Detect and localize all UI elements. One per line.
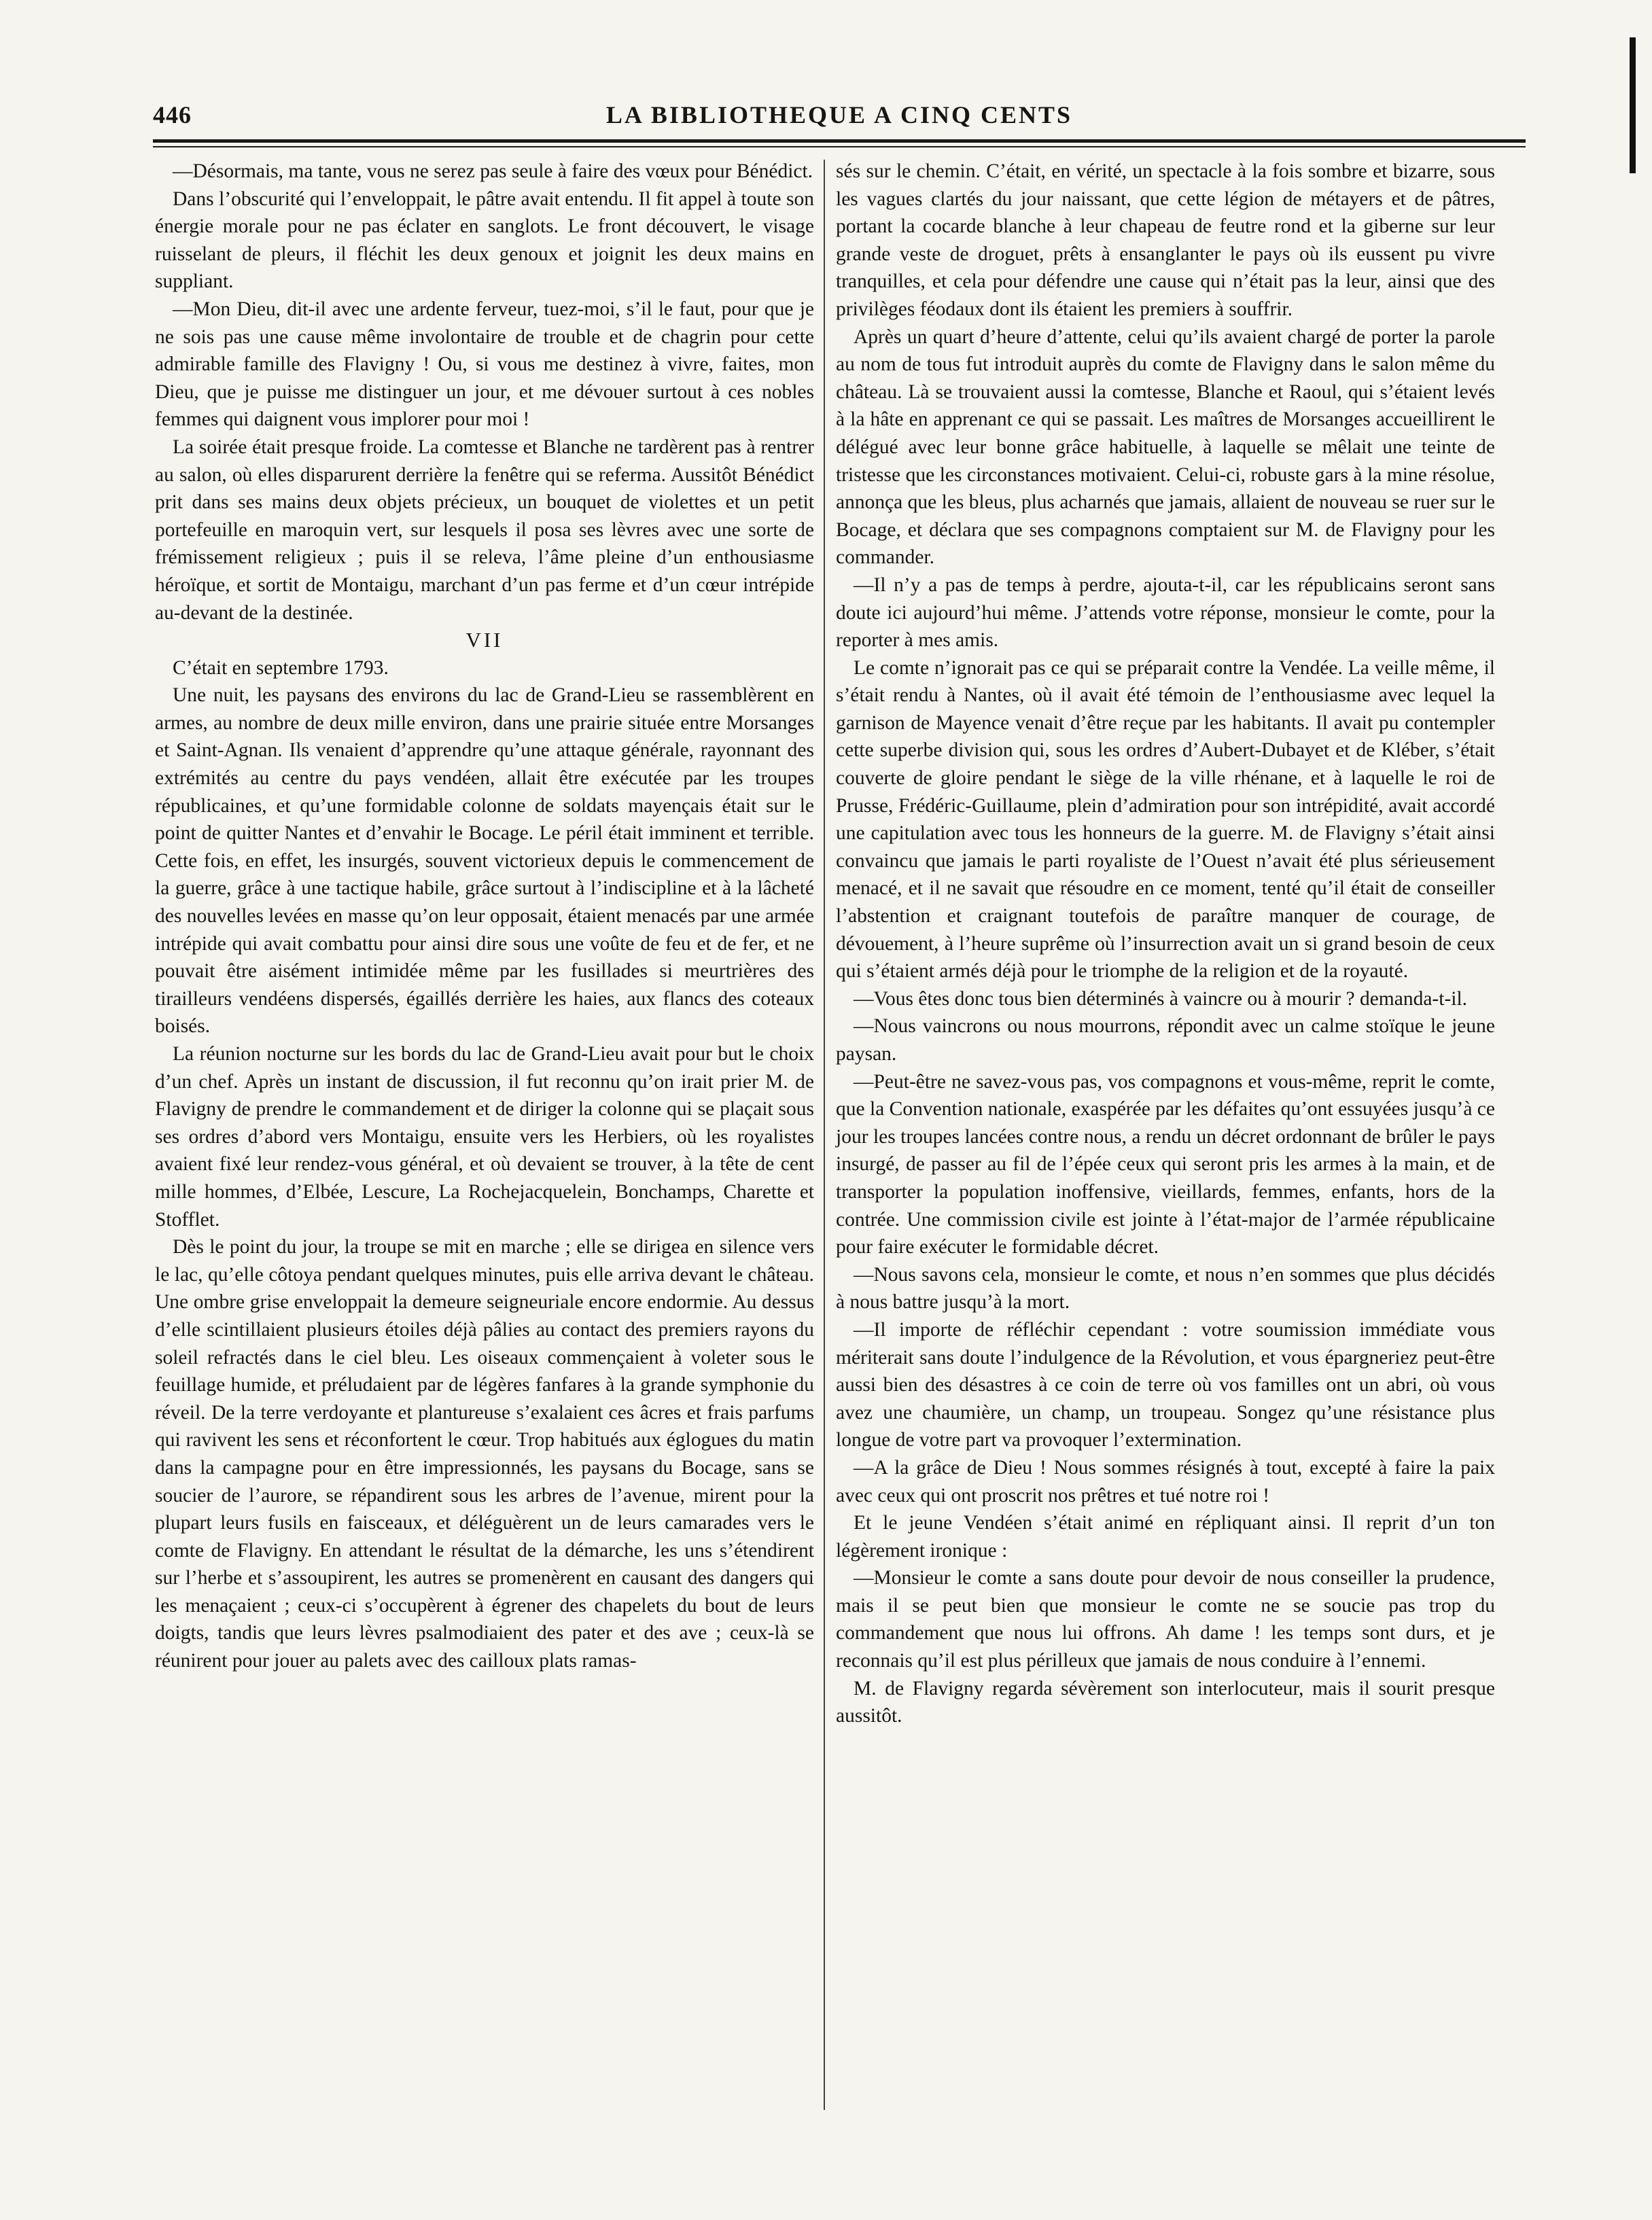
- paragraph: —Désormais, ma tante, vous ne serez pas seule à faire des vœux pour Bénédict.: [173, 160, 813, 182]
- running-title: LA BIBLIOTHEQUE A CINQ CENTS: [605, 101, 1073, 128]
- page-edge-mark: [1630, 37, 1636, 173]
- dialogue-line: —Monsieur le comte a sans doute pour devoir de nous conseiller la prudence, mais il se peut bien que monsieur le comte ne se soucie pas trop du commandement que nous lui offrons. Ah dame ! les temps sont durs, et je reconnais qu’il est plus périlleux que jamais de nous conduire à l’ennemi.: [836, 1567, 1495, 1672]
- dialogue-line: —Il importe de réfléchir cependant : votre soumission immédiate vous mériterait sans doute l’indulgence de la Révolution, et vous épargneriez peut-être aussi bien des désastres à ce coin de terre où vos familles ont un abri, où vous avez une chaumière, un champ, un troupeau. Songez qu’une résistance plus longue de votre part va provoquer l’extermination.: [836, 1318, 1495, 1451]
- left-column: [155, 158, 814, 1675]
- dialogue-line: —Nous savons cela, monsieur le comte, et nous n’en sommes que plus décidés à nous battre jusqu’à la mort.: [836, 1263, 1495, 1314]
- paragraph: Une nuit, les paysans des environs du lac de Grand-Lieu se rassemblèrent en armes, au nombre de deux mille environ, dans une prairie située entre Morsanges et Saint-Agnan. Ils venaient d’apprendre qu’une attaque générale, rayonnant des extrémités au centre du pays vendéen, allait être exécutée par les troupes républicaines, et qu’une formidable colonne de soldats mayençais était sur le point de quitter Nantes et d’envahir le Bocage. Le péril était imminent et terrible. Cette fois, en effet, les insurgés, souvent victorieux depuis le commencement de la guerre, grâce à une tactique habile, grâce surtout à l’indiscipline et à la lâcheté des nouvelles levées en masse qu’on leur opposait, étaient menacés par une armée intrépide qui avait combattu pour ainsi dire sous une voûte de feu et de fer, et ne pouvait être aisément intimidée même par les fusillades si meurtrières des tirailleurs vendéens dispersés, égaillés derrière les haies, aux flancs des coteaux boisés.: [155, 684, 814, 1038]
- page-header: [153, 95, 1526, 135]
- paragraph: Après un quart d’heure d’attente, celui qu’ils avaient chargé de porter la parole au nom de tous fut introduit auprès du comte de Flavigny dans le salon même du château. Là se trouvaient aussi la comtesse, Blanche et Raoul, qui s’étaient levés à la hâte en apprenant ce qui se passait. Les maîtres de Morsanges accueillirent le délégué avec leur bonne grâce habituelle, à laquelle se mêlait une teinte de tristesse que les circonstances motivaient. Celui-ci, robuste gars à la mine résolue, annonça que les bleus, plus acharnés que jamais, allaient de nouveau se ruer sur le Bocage, et déclara que ses compagnons comptaient sur M. de Flavigny pour les commander.: [836, 325, 1495, 569]
- date-line: C’était en septembre 1793.: [173, 656, 389, 679]
- dialogue-line: —Peut-être ne savez-vous pas, vos compagnons et vous-même, reprit le comte, que la Convention nationale, exaspérée par les défaites qu’ont essuyées jusqu’à ce jour les troupes lancées contre nous, a rendu un décret ordonnant de brûler le pays insurgé, de passer au fil de l’épée ceux qui seront pris les armes à la main, et de transporter la population inoffensive, vieillards, femmes, enfants, hors de la contrée. Une commission civile est jointe à l’état-major de l’armée républicaine pour faire exécuter le formidable décret.: [836, 1070, 1495, 1258]
- paragraph: Dès le point du jour, la troupe se mit en marche ; elle se dirigea en silence vers le lac, qu’elle côtoya pendant quelques minutes, puis elle arriva devant le château. Une ombre grise enveloppait la demeure seigneuriale encore endormie. Au dessus d’elle scintillaient plusieurs étoiles déjà pâlies au contact des premiers rayons du soleil refractés dans le ciel bleu. Les oiseaux commençaient à voleter sous le feuillage humide, et préludaient par de légères fanfares à la grande symphonie du réveil. De la terre verdoyante et plantureuse s’exalaient ces âcres et frais parfums qui ravivent les sens et réconfortent le cœur. Trop habitués aux églogues du matin dans la campagne pour en être impressionnés, les paysans du Bocage, sans se soucier de l’aurore, se répandirent sous les arbres de l’avenue, mirent pour la plupart leurs fusils en faisceaux, et déléguèrent un de leurs camarades vers le comte de Flavigny. En attendant le résultat de la démarche, les uns s’étendirent sur l’herbe et s’assoupirent, les autres se promenèrent en causant des dangers qui les menaçaient ; ceux-ci s’occupèrent à égrener des chapelets du bout de leurs doigts, tandis que leurs lèvres psalmodiaient des pater et des ave ; ceux-là se réunirent pour jouer au palets avec des cailloux plats ramas-: [155, 1236, 814, 1672]
- right-column: [836, 158, 1495, 1730]
- dialogue-line: —Il n’y a pas de temps à perdre, ajouta-t-il, car les républicains seront sans doute ici aujourd’hui même. J’attends votre réponse, monsieur le comte, pour la reporter à mes amis.: [836, 574, 1495, 652]
- paragraph-continued: sés sur le chemin. C’était, en vérité, un spectacle à la fois sombre et bizarre, sous les vagues clartés du jour naissant, que cette légion de métayers et de pâtres, portant la cocarde blanche à leur chapeau de feutre rond et la giberne sur leur grande veste de droguet, prêts à ensanglanter le pays où ils eussent pu vivre tranquilles, et cela pour défendre une cause qui n’était pas la leur, ainsi que des privilèges féodaux dont ils étaient les premiers à souffrir.: [836, 160, 1495, 320]
- header-rule-thin: [153, 146, 1526, 147]
- paragraph: La réunion nocturne sur les bords du lac de Grand-Lieu avait pour but le choix d’un chef. Après un instant de discussion, il fut reconnu qu’on irait prier M. de Flavigny de prendre le commandement et de diriger la colonne qui se plaçait sous ses ordres d’abord vers Montaigu, ensuite vers les Herbiers, où les royalistes avaient fixé leur rendez-vous général, et où devaient se trouver, à la tête de cent mille hommes, d’Elbée, Lescure, La Rochejacquelein, Bonchamps, Charette et Stofflet.: [155, 1043, 814, 1231]
- header-rule-thick: [153, 139, 1526, 143]
- chapter-heading: VII: [465, 628, 504, 652]
- page-number: 446: [153, 101, 192, 128]
- dialogue-line: —Nous vaincrons ou nous mourrons, répondit avec un calme stoïque le jeune paysan.: [836, 1015, 1495, 1065]
- paragraph: Et le jeune Vendéen s’était animé en répliquant ainsi. Il reprit d’un ton légèrement ironique :: [836, 1512, 1495, 1562]
- paragraph: La soirée était presque froide. La comtesse et Blanche ne tardèrent pas à rentrer au salon, où elles disparurent derrière la fenêtre qui se referma. Aussitôt Bénédict prit dans ses mains deux objets précieux, un bouquet de violettes et un petit portefeuille en maroquin vert, sur lesquels il posa ses lèvres avec une sorte de frémissement religieux ; puis il se releva, l’âme pleine d’un enthousiasme héroïque, et sortit de Montaigu, marchant d’un pas ferme et d’un cœur intrépide au-devant de la destinée.: [155, 436, 814, 624]
- dialogue-line: —A la grâce de Dieu ! Nous sommes résignés à tout, excepté à faire la paix avec ceux qui ont proscrit nos prêtres et tué notre roi !: [836, 1456, 1495, 1507]
- paragraph: —Mon Dieu, dit-il avec une ardente ferveur, tuez-moi, s’il le faut, pour que je ne sois pas une cause même involontaire de trouble et de chagrin pour cette admirable famille des Flavigny ! Ou, si vous me destinez à vivre, faites, mon Dieu, que je puisse me distinguer un jour, et me dévouer surtout à ces nobles femmes qui daignent vous implorer pour moi !: [155, 298, 814, 431]
- paragraph: M. de Flavigny regarda sévèrement son interlocuteur, mais il sourit presque aussitôt.: [836, 1677, 1495, 1727]
- paragraph: Le comte n’ignorait pas ce qui se préparait contre la Vendée. La veille même, il s’était rendu à Nantes, où il avait été témoin de l’enthousiasme avec lequel la garnison de Mayence venait d’être reçue par les habitants. Il avait pu contempler cette superbe division qui, sous les ordres d’Aubert-Dubayet et de Kléber, s’était couverte de gloire pendant le siège de la ville rhénane, et à laquelle le roi de Prusse, Frédéric-Guillaume, plein d’admiration pour son intrépidité, avait accordé une capitulation avec tous les honneurs de la guerre. M. de Flavigny s’était ainsi convaincu que jamais le parti royaliste de l’Ouest n’avait été plus sérieusement menacé, et il ne savait que résoudre en ce moment, tenté qu’il était de conseiller l’abstention et craignant toutefois de paraître manquer de courage, de dévouement, à l’heure suprême où l’insurrection avait un si grand besoin de ceux qui s’étaient armés déjà pour le triomphe de la religion et de la royauté.: [836, 656, 1495, 983]
- dialogue-line: —Vous êtes donc tous bien déterminés à vaincre ou à mourir ? demanda-t-il.: [854, 987, 1468, 1010]
- paragraph: Dans l’obscurité qui l’enveloppait, le pâtre avait entendu. Il fit appel à toute son énergie morale pour ne pas éclater en sanglots. Le front découvert, le visage ruisselant de pleurs, il fléchit les deux genoux et joignit les deux mains en suppliant.: [155, 188, 814, 293]
- column-divider: [824, 160, 825, 2110]
